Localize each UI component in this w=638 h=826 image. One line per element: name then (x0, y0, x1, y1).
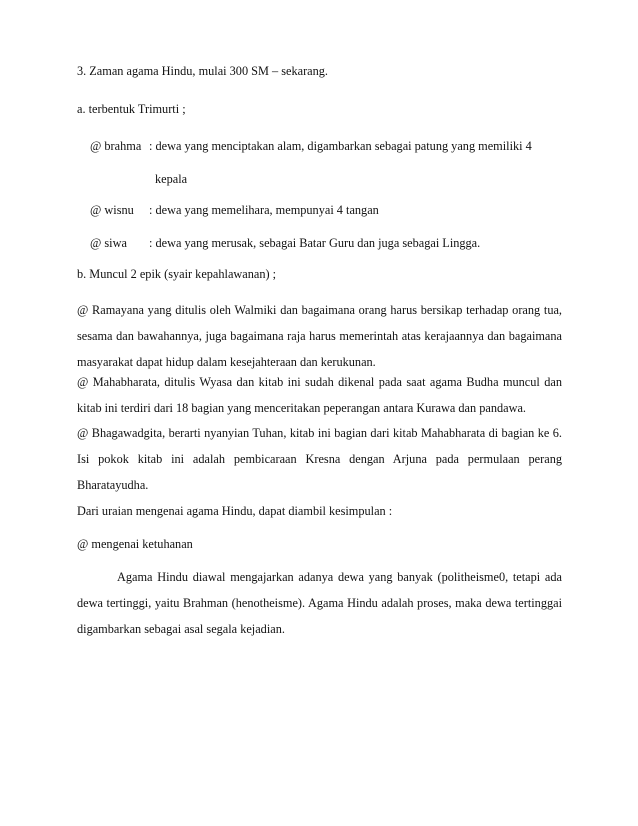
definition-term: @ brahma (90, 139, 142, 153)
final-paragraph (77, 564, 562, 642)
definition-term: @ siwa (90, 236, 127, 250)
ketuhanan-heading: @ mengenai ketuhanan (77, 537, 193, 551)
subheading-trimurti: a. terbentuk Trimurti ; (77, 102, 186, 116)
definition-term: @ wisnu (90, 203, 134, 217)
definition-continuation: kepala (155, 172, 188, 186)
definition-siwa (90, 236, 480, 251)
bhagawadgita-paragraph: @ Bhagawadgita, berarti nyanyian Tuhan, kitab ini bagian dari kitab Mahabharata di bagian ke 6. Isi pokok kitab ini adalah pembicaraan Kresna dengan Arjuna pada permulaan perang Bharatayudha. (77, 426, 562, 492)
definition-text: : dewa yang merusak, sebagai Batar Guru dan juga sebagai Lingga. (149, 236, 481, 250)
mahabharata-paragraph: @ Mahabharata, ditulis Wyasa dan kitab ini sudah dikenal pada saat agama Budha muncul dan kitab ini terdiri dari 18 bagian yang menceritakan peperangan antara Kurawa dan pandawa. (77, 375, 562, 415)
definition-brahma (90, 139, 532, 154)
definition-text: : dewa yang memelihara, mempunyai 4 tangan (149, 203, 379, 217)
subheading-epics: b. Muncul 2 epik (syair kepahlawanan) ; (77, 267, 277, 281)
conclusion-intro: Dari uraian mengenai agama Hindu, dapat diambil kesimpulan : (77, 504, 393, 518)
definition-text: : dewa yang menciptakan alam, digambarkan sebagai patung yang memiliki 4 (149, 139, 532, 153)
section-heading: 3. Zaman agama Hindu, mulai 300 SM – sekarang. (77, 64, 329, 78)
final-paragraph-text: Agama Hindu diawal mengajarkan adanya dewa yang banyak (politheisme0, tetapi ada dewa tertinggi, yaitu Brahman (henotheisme). Agama Hindu adalah proses, maka dewa tertinggai digambarkan sebagai asal segala kejadian. (77, 570, 562, 636)
ramayana-paragraph: @ Ramayana yang ditulis oleh Walmiki dan bagaimana orang harus bersikap terhadap orang tua, sesama dan bawahannya, juga bagaimana raja harus memerintah atas kerajaannya dan bagaimana masyarakat dapat hidup dalam kesejahteraan dan kerukunan. (77, 303, 562, 369)
definition-wisnu (90, 203, 379, 218)
